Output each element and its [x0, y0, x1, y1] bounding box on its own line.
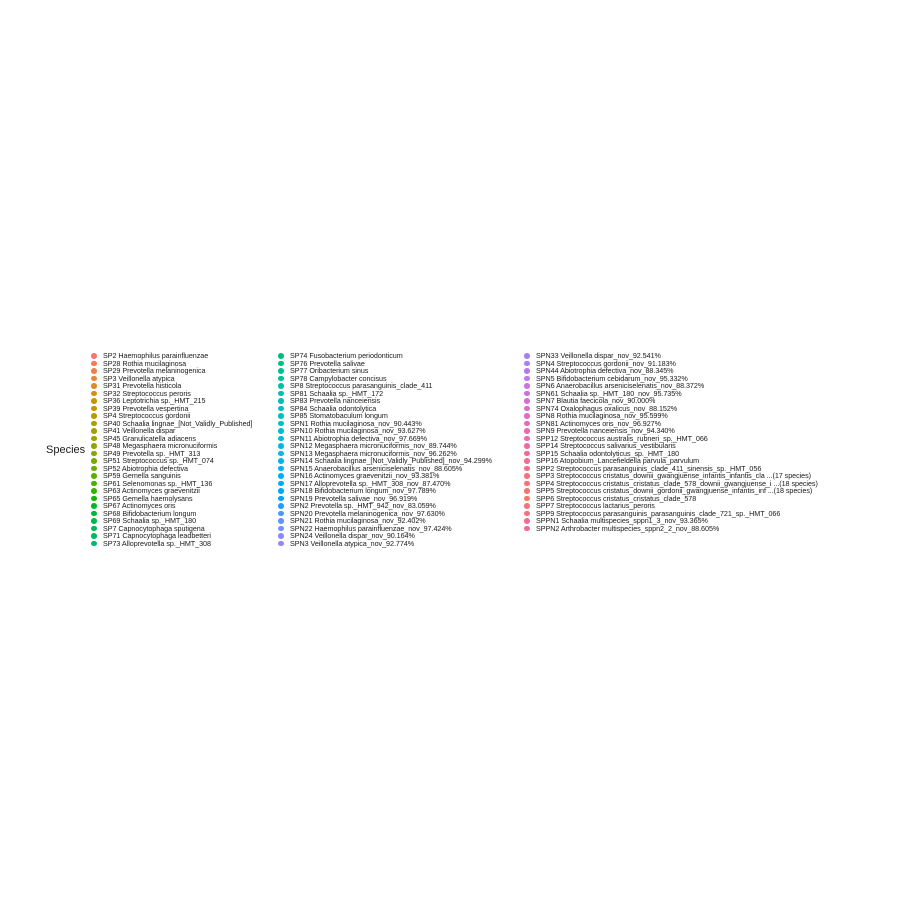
legend-key — [278, 458, 284, 464]
legend-key — [91, 353, 97, 359]
legend-key — [91, 518, 97, 524]
legend-key — [524, 473, 530, 479]
legend-label: SPN1 Rothia mucilaginosa_nov_90.443% — [290, 418, 422, 428]
legend-label: SP61 Selenomonas sp._HMT_136 — [103, 478, 213, 488]
legend-key — [278, 503, 284, 509]
legend-label: SP84 Schaalia odontolytica — [290, 403, 377, 413]
legend-label: SP74 Fusobacterium periodonticum — [290, 351, 403, 360]
legend-label: SPN18 Bifidobacterium longum_nov_97.789% — [290, 486, 436, 495]
legend-label: SPN19 Prevotella salivae_nov_96.919% — [290, 493, 418, 503]
legend-key — [278, 413, 284, 419]
legend-key — [91, 391, 97, 397]
legend-key — [278, 473, 284, 479]
legend-label: SPN11 Abiotrophia defectiva_nov_97.669% — [290, 433, 427, 443]
legend-key — [524, 428, 530, 434]
legend-key — [91, 436, 97, 442]
legend-key — [91, 496, 97, 502]
legend-key — [278, 481, 284, 487]
legend-key — [278, 488, 284, 494]
legend-label: SPP7 Streptococcus lactarius_peroris — [536, 501, 655, 510]
legend-label: SP77 Oribacterium sinus — [290, 366, 369, 375]
legend-key — [278, 518, 284, 524]
legend-label: SPN13 Megasphaera micronuciformis_nov_96.262% — [290, 448, 457, 458]
legend-label: SPN3 Veillonella atypica_nov_92.774% — [290, 538, 415, 548]
legend-label: SPP14 Streptococcus salivarius_vestibularis — [536, 441, 676, 450]
legend-key — [278, 398, 284, 404]
legend-label: SP32 Streptococcus peroris — [103, 388, 191, 398]
legend-key — [524, 406, 530, 412]
legend-label: SPN15 Anaerobacillus arseniciselenatis_nov_88.605% — [290, 463, 463, 473]
legend-label: SP83 Prevotella nanceiensis — [290, 396, 381, 405]
legend-key — [524, 368, 530, 374]
legend-label: SPN33 Veillonella dispar_nov_92.541% — [536, 351, 661, 360]
legend-key — [524, 466, 530, 472]
legend-key — [524, 511, 530, 517]
legend-label: SPN7 Blautia faecicola_nov_90.000% — [536, 396, 656, 405]
legend-key — [91, 526, 97, 532]
legend-label: SPP2 Streptococcus parasanguinis_clade_411_sinensis_sp._HMT_056 — [536, 463, 762, 473]
legend-key — [278, 376, 284, 382]
legend-label: SP59 Gemella sanguinis — [103, 471, 181, 480]
legend-key — [524, 443, 530, 449]
legend-label: SP3 Veillonella atypica — [103, 373, 175, 383]
legend-key — [524, 361, 530, 367]
legend-label: SPN24 Veillonella dispar_nov_90.164% — [290, 531, 415, 540]
legend-key — [278, 533, 284, 539]
legend-label: SP7 Capnocytophaga sputigena — [103, 523, 205, 533]
legend-key — [278, 496, 284, 502]
legend-key — [524, 518, 530, 524]
legend-key — [278, 383, 284, 389]
legend-label: SPP16 Atopobium_Lancefieldella parvula_parvulum — [536, 456, 700, 465]
legend-label: SP4 Streptococcus gordonii — [103, 411, 191, 420]
legend-label: SPP3 Streptococcus cristatus_downii_gwangjuense_infantis_infantis_cla ...(17 species) — [536, 471, 812, 480]
legend-label: SP41 Veillonella dispar — [103, 426, 176, 435]
legend-title: Species — [46, 444, 86, 456]
legend-label: SPN22 Haemophilus parainfluenzae_nov_97.424% — [290, 523, 452, 533]
legend-label: SP81 Schaalia sp._HMT_172 — [290, 388, 384, 398]
legend-label: SPP4 Streptococcus cristatus_cristatus_clade_578_downii_gwangjuense_i ...(18 species) — [536, 478, 818, 488]
legend-label: SPP12 Streptococcus australis_rubneri_sp._HMT_066 — [536, 433, 708, 443]
legend-key — [278, 443, 284, 449]
legend-label: SP45 Granulicatella adiacens — [103, 433, 196, 443]
legend-label: SP28 Rothia mucilaginosa — [103, 358, 187, 368]
legend-label: SPPN2 Arthrobacter multispecies_sppn2_2_nov_88.605% — [536, 523, 720, 533]
legend-label: SPN21 Rothia mucilaginosa_nov_92.402% — [290, 516, 426, 525]
legend-label: SP65 Gemella haemolysans — [103, 493, 193, 503]
legend-label: SPN74 Oxalophagus oxalicus_nov_88.152% — [536, 403, 678, 413]
legend-key — [524, 383, 530, 389]
legend-key — [524, 526, 530, 532]
legend-label: SP85 Stomatobaculum longum — [290, 411, 388, 420]
legend-key — [91, 458, 97, 464]
legend-label: SPN14 Schaalia lingnae_[Not_Validly_Published]_nov_94.299% — [290, 456, 492, 465]
legend-key — [278, 421, 284, 427]
legend-key — [91, 481, 97, 487]
legend-key — [91, 413, 97, 419]
legend-key — [524, 391, 530, 397]
legend-key — [91, 428, 97, 434]
legend-label: SPN10 Rothia mucilaginosa_nov_93.627% — [290, 426, 426, 435]
legend-key — [278, 436, 284, 442]
legend-key — [91, 443, 97, 449]
legend-label: SPP9 Streptococcus parasanguinis_parasanguinis_clade_721_sp._HMT_066 — [536, 508, 781, 518]
legend-label: SPN61 Schaalia sp._HMT_180_nov_95.735% — [536, 388, 682, 398]
legend-key — [524, 376, 530, 382]
legend-key — [278, 406, 284, 412]
legend-label: SP63 Actinomyces graevenitzii — [103, 486, 200, 495]
legend-key — [91, 466, 97, 472]
legend-label: SP68 Bifidobacterium longum — [103, 508, 197, 518]
legend-label: SP8 Streptococcus parasanguinis_clade_411 — [290, 381, 433, 390]
legend-key — [524, 421, 530, 427]
legend-label: SPP6 Streptococcus cristatus_cristatus_clade_578 — [536, 493, 697, 503]
legend-label: SP49 Prevotella sp._HMT_313 — [103, 448, 201, 458]
legend-key — [91, 451, 97, 457]
legend-key — [91, 383, 97, 389]
legend-key — [91, 541, 97, 547]
legend-label: SP31 Prevotella histicola — [103, 381, 182, 390]
legend-key — [524, 488, 530, 494]
legend-label: SPN81 Actinomyces oris_nov_96.927% — [536, 418, 661, 428]
legend-key — [278, 526, 284, 532]
legend-label: SP78 Campylobacter concisus — [290, 373, 387, 383]
legend-key — [91, 488, 97, 494]
legend-key — [91, 398, 97, 404]
legend-key — [278, 466, 284, 472]
legend-label: SP52 Abiotrophia defectiva — [103, 463, 189, 473]
legend-label: SPN4 Streptococcus gordonii_nov_91.183% — [536, 358, 676, 368]
legend-key — [91, 503, 97, 509]
legend-key — [524, 496, 530, 502]
legend-key — [524, 481, 530, 487]
legend-key — [91, 368, 97, 374]
legend-key — [278, 511, 284, 517]
legend-key — [91, 511, 97, 517]
legend-key — [91, 473, 97, 479]
legend-label: SP40 Schaalia lingnae_[Not_Validly_Published] — [103, 418, 253, 428]
legend-key — [278, 361, 284, 367]
legend-key — [91, 361, 97, 367]
legend-label: SP76 Prevotella salivae — [290, 358, 365, 368]
legend-key — [524, 398, 530, 404]
legend-label: SPN5 Bifidobacterium cebidarum_nov_95.332% — [536, 373, 688, 383]
legend-key — [91, 421, 97, 427]
legend-key — [524, 458, 530, 464]
legend-label: SPP15 Schaalia odontolyticus_sp._HMT_180 — [536, 448, 680, 458]
legend-key — [524, 451, 530, 457]
legend-key — [524, 503, 530, 509]
legend-label: SP29 Prevotella melaninogenica — [103, 366, 206, 375]
legend-label: SPN20 Prevotella melaninogenica_nov_97.630% — [290, 508, 445, 518]
legend-key — [91, 406, 97, 412]
legend-label: SPN17 Alloprevotella sp._HMT_308_nov_87.470% — [290, 478, 451, 488]
legend-key — [524, 413, 530, 419]
legend-label: SPN2 Prevotella sp._HMT_942_nov_83.059% — [290, 501, 436, 510]
legend-label: SPN16 Actinomyces graevenitzii_nov_93.381% — [290, 471, 440, 480]
legend-label: SPN8 Rothia mucilaginosa_nov_95.599% — [536, 411, 668, 420]
legend-label: SP73 Alloprevotella sp._HMT_308 — [103, 538, 211, 548]
legend-key — [278, 428, 284, 434]
legend-key — [278, 353, 284, 359]
legend-label: SP69 Schaalia sp._HMT_180 — [103, 516, 197, 525]
legend-label: SP39 Prevotella vespertina — [103, 403, 189, 413]
legend-key — [91, 376, 97, 382]
legend-label: SP51 Streptococcus sp._HMT_074 — [103, 456, 214, 465]
legend-key — [278, 451, 284, 457]
legend-label: SP48 Megasphaera micronuciformis — [103, 441, 218, 450]
legend-label: SPN44 Abiotrophia defectiva_nov_88.345% — [536, 366, 674, 375]
legend-key — [91, 533, 97, 539]
legend-key — [278, 368, 284, 374]
legend-key — [278, 391, 284, 397]
legend-label: SPN12 Megasphaera micronuciformis_nov_89.744% — [290, 441, 457, 450]
legend-label: SP2 Haemophilus parainfluenzae — [103, 351, 209, 360]
legend-label: SP71 Capnocytophaga leadbetteri — [103, 531, 211, 540]
legend-label: SP36 Leptotrichia sp._HMT_215 — [103, 396, 206, 405]
legend-key — [278, 541, 284, 547]
legend-label: SPPN1 Schaalia multispecies_sppn1_3_nov_93.365% — [536, 516, 708, 525]
legend-label: SPP5 Streptococcus cristatus_downii_gordonii_gwangjuense_infantis_inf ...(18 species) — [536, 486, 813, 495]
legend-key — [524, 353, 530, 359]
legend-label: SPN6 Anaerobacillus arseniciselenatis_nov_88.372% — [536, 381, 705, 390]
legend-key — [524, 436, 530, 442]
legend-label: SPN9 Prevotella nanceiensis_nov_94.340% — [536, 426, 675, 435]
legend-label: SP67 Actinomyces oris — [103, 501, 176, 510]
